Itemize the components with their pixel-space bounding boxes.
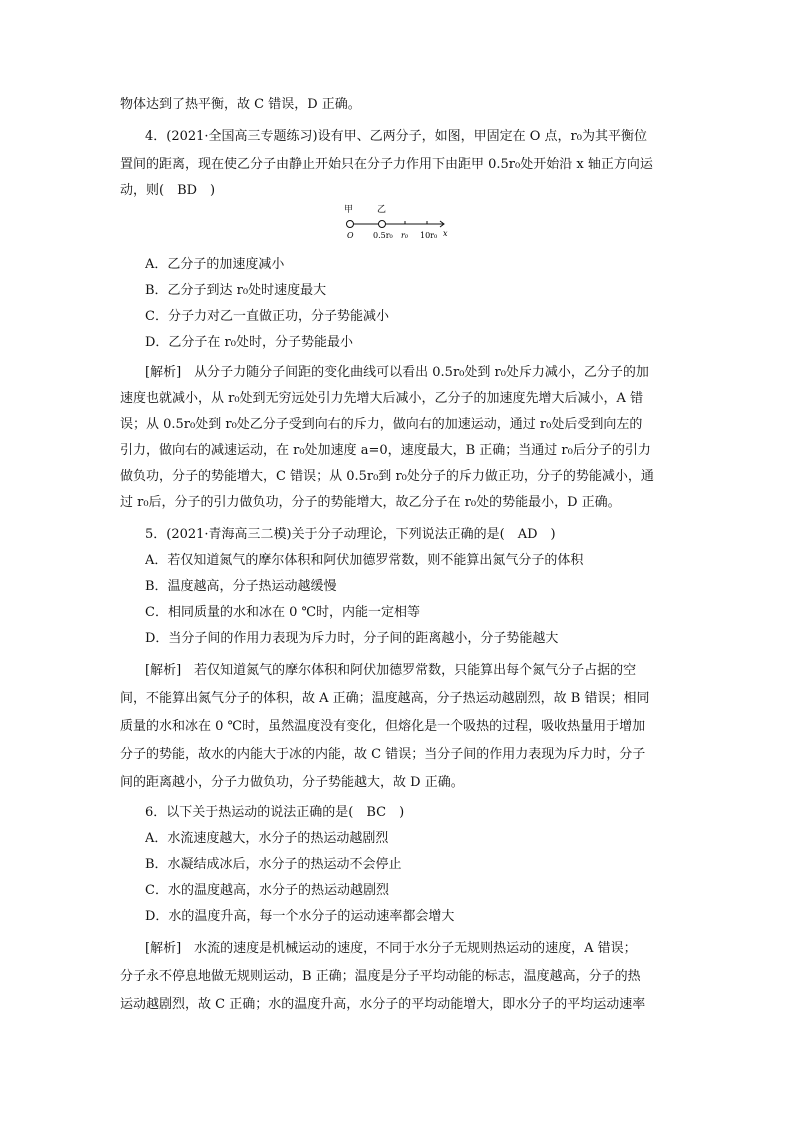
question-4-line-2: 置间的距离，现在使乙分子由静止开始只在分子力作用下由距甲 0.5r₀处开始沿 x 轴正方向运 [120,157,653,172]
question-4-line-1: 4．(2021·全国高三专题练习)设有甲、乙两分子，如图，甲固定在 O 点，r₀为其平衡位 [145,129,647,144]
q5-analysis-line-1: [解析] 若仅知道氮气的摩尔体积和阿伏加德罗常数，只能算出每个氮气分子占据的空 [145,663,637,678]
q5-option-a: A．若仅知道氮气的摩尔体积和阿伏加德罗常数，则不能算出氮气分子的体积 [145,553,584,568]
q4-option-b: B．乙分子到达 r₀处时速度最大 [145,283,327,298]
q4-analysis-line-4: 引力，做向右的减速运动，在 r₀处加速度 a=0，速度最大，B 正确；当通过 r₀后分子的引力 [120,443,651,458]
figure-label-yi: 乙 [377,205,387,215]
q4-analysis-line-5: 做负功，分子的势能增大，C 错误；从 0.5r₀到 r₀处分子的斥力做正功，分子的势能减小，通 [120,469,654,484]
molecule-figure [320,200,460,246]
q4-analysis-line-6: 过 r₀后，分子的引力做负功，分子的势能增大，故乙分子在 r₀处的势能最小，D 正确。 [120,495,621,510]
tick-label-10r0: 10r₀ [420,231,438,240]
q4-option-c: C．分子力对乙一直做正功，分子势能减小 [145,309,389,324]
axis-label-x: x [443,229,448,238]
q6-option-c: C．水的温度越高，水分子的热运动越剧烈 [145,883,389,898]
q5-analysis-line-5: 间的距离越小，分子力做负功，分子势能越大，故 D 正确。 [120,775,464,790]
question-6-stem: 6．以下关于热运动的说法正确的是( BC ) [145,805,405,820]
q6-analysis-line-2: 分子永不停息地做无规则运动，B 正确；温度是分子平均动能的标志，温度越高，分子的热 [120,969,641,984]
q5-option-b: B．温度越高，分子热运动越缓慢 [145,579,337,594]
tick-label-r0: r₀ [401,231,409,240]
q4-analysis-line-3: 误；从 0.5r₀处到 r₀处乙分子受到向右的斥力，做向右的加速运动，通过 r₀处后受到向左的 [120,417,643,432]
figure-label-jia: 甲 [344,205,354,215]
text-line-1: 物体达到了热平衡，故 C 错误，D 正确。 [120,97,361,112]
q5-analysis-line-4: 分子的势能，故水的内能大于冰的内能，故 C 错误；当分子间的作用力表现为斥力时，分子 [120,747,646,762]
q4-analysis-line-2: 速度也就减小，从 r₀处到无穷远处引力先增大后减小，乙分子的加速度先增大后减小，A 错 [120,391,644,406]
q6-analysis-line-3: 运动越剧烈，故 C 正确；水的温度升高，水分子的平均动能增大，即水分子的平均运动速率 [120,997,646,1012]
tick-label-O: O [347,231,354,240]
molecule-jia [347,221,354,228]
q5-option-c: C．相同质量的水和冰在 0 ℃时，内能一定相等 [145,605,421,620]
q5-analysis-line-3: 质量的水和冰在 0 ℃时，虽然温度没有变化，但熔化是一个吸热的过程，吸收热量用于增加 [120,719,646,734]
q6-option-d: D．水的温度升高，每一个水分子的运动速率都会增大 [145,909,455,924]
question-5-stem: 5．(2021·青海高三二模)关于分子动理论，下列说法正确的是( AD ) [145,527,556,542]
q5-analysis-line-2: 间，不能算出氮气分子的体积，故 A 正确；温度越高，分子热运动越剧烈，故 B 错误；相同 [120,691,650,706]
question-4-line-3: 动，则( BD ) [120,183,216,198]
tick-label-half-r0: 0.5r₀ [373,231,393,240]
q6-option-b: B．水凝结成冰后，水分子的热运动不会停止 [145,857,402,872]
q6-analysis-line-1: [解析] 水流的速度是机械运动的速度，不同于水分子无规则热运动的速度，A 错误； [145,941,637,956]
molecule-yi [379,221,386,228]
q4-option-d: D．乙分子在 r₀处时，分子势能最小 [145,335,353,350]
q5-option-d: D．当分子间的作用力表现为斥力时，分子间的距离越小，分子势能越大 [145,631,559,646]
q6-option-a: A．水流速度越大，水分子的热运动越剧烈 [145,831,389,846]
q4-analysis-line-1: [解析] 从分子力随分子间距的变化曲线可以看出 0.5r₀处到 r₀处斥力减小，乙分子的加 [145,365,649,380]
q4-option-a: A．乙分子的加速度减小 [145,257,285,272]
